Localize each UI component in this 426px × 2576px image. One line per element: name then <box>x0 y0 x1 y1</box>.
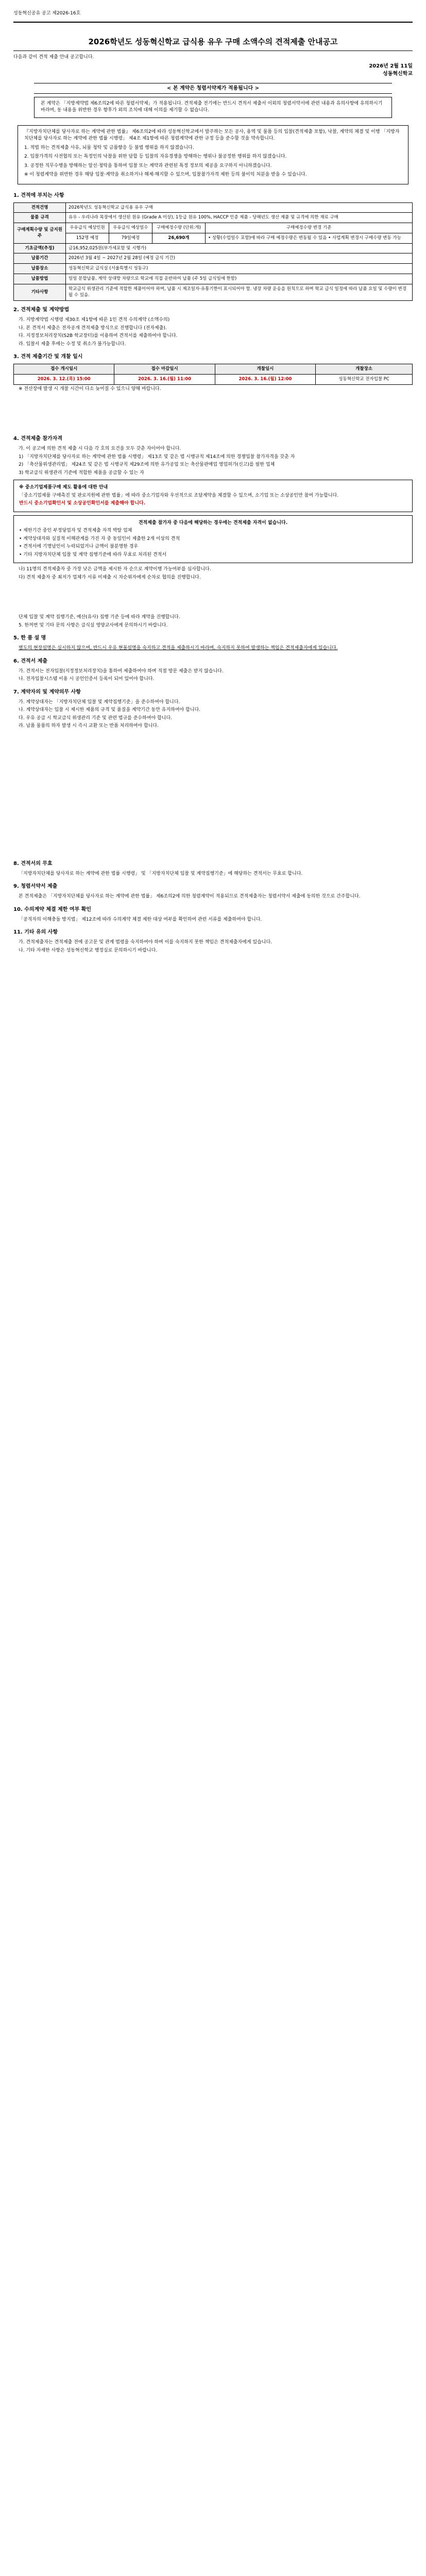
quantity-label: 구매계획수량 및 금지원주 <box>14 223 66 244</box>
method-value: 일일 분할납품, 계약 상대방 차량으로 학교에 직접 운반하여 납품 (주 5일 급식일에 한함) <box>66 274 413 284</box>
section-10-text: 「공직자의 이해충돌 방지법」 제12조에 따라 수의계약 체결 제한 대상 여부를 확인하여 관련 서류를 제출하여야 합니다. <box>19 917 262 922</box>
section-2-line: 다. 지정정보처리장치(S2B 학교장터)를 이용하여 견적서를 제출하여야 합니다. <box>19 333 178 338</box>
section-6-title: 6. 견적서 제출 <box>13 658 48 664</box>
schedule-cell: 2026. 3. 12.(목) 15:00 <box>14 374 114 384</box>
section-2-line: 라. 입찰서 제출 후에는 수정 및 취소가 불가능합니다. <box>19 341 126 347</box>
section-4-title: 4. 견적제출 참가자격 <box>13 436 62 442</box>
section-2-line: 나. 본 견적서 제출은 전자공개 견적제출 방식으로 진행합니다 (전자제출). <box>19 325 167 331</box>
spec-label: 물품 규격 <box>14 213 66 223</box>
section-4-extra-line: 다) 견적 제출자 중 최저가 업체가 서류 미제출 시 차순위자에게 순차로 협의를 진행합니다. <box>19 574 201 580</box>
section-7-line: 라. 납품 물품의 하자 발생 시 즉시 교환 또는 반품 처리하여야 합니다. <box>19 723 159 728</box>
schedule-cell: 2026. 3. 16.(월) 11:00 <box>114 374 215 384</box>
integrity-guide-box <box>18 125 408 184</box>
header-divider <box>13 22 413 23</box>
section-5-body <box>13 645 413 652</box>
period-label: 납품기간 <box>14 253 66 264</box>
mid-text-line: 단체 입찰 및 계약 집행기준, 예산(유사) 집행 기준 등에 따라 계약을 진행합니다. <box>19 615 180 620</box>
section-4-line: 가. 이 공고에 의한 견적 제출 시 다음 각 호의 요건을 모두 갖춘 자이어야 합니다. <box>19 446 181 451</box>
spacer <box>13 731 413 855</box>
caution-heading: < 본 계약은 청렴서약제가 적용됩니다 > <box>34 83 392 94</box>
sme-box-line: 「중소기업제품 구매촉진 및 판로지원에 관한 법률」에 따라 중소기업자와 우선적으로 조달계약을 체결할 수 있으며, 소기업 또는 소상공인만 참여 가능합니다. <box>19 493 339 498</box>
caution-box: 본 계약은 「지방계약법 제6조의2에 따른 청렴서약제」가 적용됩니다. 견적제출 전기에는 반드시 견적서 제출서 이외의 청렴서약서에 관련 내용과 유의사항에 유의하시기 바라며, 동 내용을 위반한 경우 향후가 외의 조치에 대해 이의를 제기할 수 없습니다. <box>34 97 392 118</box>
section-9-text: 본 견적제출은 「지방자치단체를 당사자로 하는 계약에 관한 법률」 제6조의2에 의한 청렴계약이 적용되므로 견적제출자는 청렴서약서 제출에 동의한 것으로 간주합니다. <box>19 894 361 899</box>
project-label: 견적건명 <box>14 202 66 213</box>
schedule-note: ※ 전산장애 발생 시 개찰 시간이 다소 늦어질 수 있으니 양해 바랍니다. <box>19 386 161 392</box>
section-1-title: 1. 견적에 부치는 사항 <box>13 192 64 198</box>
section-7-line: 나. 계약상대자는 입찰 시 제시한 제품의 규격 및 품질을 계약기간 동안 유지하여야 합니다. <box>19 707 201 713</box>
section-5-text: 별도의 현장설명은 실시하지 않으며, 반드시 우유 현물설명을 숙지하고 견적을 제출하시기 바라며, 숙지하지 못하여 발생하는 책임은 견적제출자에게 있습니다. <box>19 646 338 651</box>
section-7-title: 7. 계약자의 및 계약의무 사항 <box>13 689 81 695</box>
section-8-body <box>13 871 413 878</box>
section-4-line: 3) 학교급식 위생관리 기준에 적합한 제품을 공급할 수 있는 자 <box>19 470 144 476</box>
section-10-title: 10. 수의계약 체결 제한 여부 확인 <box>13 906 92 912</box>
quantity-cell: • 상황(수업일수 포함)에 따라 구매 예정수량은 변동될 수 있음 • 사업계획 변경시 구매수량 변동 가능 <box>206 233 413 243</box>
section-2-line: 가. 지방계약법 시행령 제30조 제1항에 따른 1인 견적 수의계약 (소액수의) <box>19 317 170 323</box>
quantity-cell: 152명 예정 <box>66 233 109 243</box>
guide-item: 1. 적법 하는 견적제출 사유, 뇌물 청탁 및 금품향응 등 불법 행위를 하지 않겠습니다. <box>24 145 194 150</box>
spacer <box>13 582 413 613</box>
sme-box-line: 반드시 중소기업확인서 및 소상공인확인서를 제출해야 합니다. <box>19 501 146 506</box>
quantity-cell: 79일예정 <box>109 233 152 243</box>
quantity-col-header: 우유급식 예상인원 <box>66 223 109 233</box>
section-6-body <box>13 668 413 683</box>
schedule-col-header: 개찰일시 <box>215 364 315 375</box>
disqualification-line: • 제한기간 중인 부정당업자 및 견적제출 자격 박탈 업체 <box>19 528 132 533</box>
method-label: 납품방법 <box>14 274 66 284</box>
section-8-text: 「지방자치단체를 당사자로 하는 계약에 관한 법률 시행령」 및 「지방자치단체 입찰 및 계약집행기준」에 해당하는 견적서는 무효로 합니다. <box>19 871 303 876</box>
section-7-line: 가. 계약상대자는 「지방자치단체 입찰 및 계약집행기준」을 준수하여야 합니다. <box>19 699 180 705</box>
section-4-extra <box>13 566 413 581</box>
guide-item: 2. 입찰가격의 사전협의 또는 특정인의 낙찰을 위한 담합 등 입찰의 자유경쟁을 방해하는 행위나 불공정한 행위를 하지 않겠습니다. <box>24 154 287 159</box>
notice-number: 성동혁신공유 공고 제2026-16호 <box>13 11 81 16</box>
section-11-line: 가. 견적제출자는 견적제출 전에 공고문 및 관계 법령을 숙지하여야 하며 이를 숙지하지 못한 책임은 견적제출자에게 있습니다. <box>19 940 272 945</box>
disqualification-box <box>13 515 413 564</box>
disqualification-line: • 계약상대자와 실질적 이해관계를 가진 자 중 동일인이 제출한 2개 이상의 견적 <box>19 536 180 541</box>
section-4-line: 1) 「지방자치단체를 당사자로 하는 계약에 관한 법률 시행령」 제13조 및 같은 법 시행규칙 제14조에 의한 경쟁입찰 참가자격을 갖춘 자 <box>19 454 295 460</box>
section-6-line: 나. 전자입찰시스템 이용 시 공인인증서 등록이 되어 있어야 합니다. <box>19 676 155 682</box>
section-11-line: 나. 기타 자세한 사항은 성동혁신학교 행정실로 문의하시기 바랍니다. <box>19 947 158 953</box>
bid-info-table <box>13 202 413 301</box>
period-value: 2026년 3월 4일 ~ 2027년 2월 28일 (예정 급식 기간) <box>66 253 413 264</box>
guide-item: 3. 공정한 직무수행을 방해하는 알선·청탁을 통하여 입찰 또는 계약과 관련된 특정 정보의 제공을 요구하지 아니하겠습니다. <box>24 163 272 168</box>
section-8-title: 8. 견적서의 무효 <box>13 860 53 867</box>
issuer-name: 성동혁신학교 <box>383 71 413 77</box>
quantity-cell: 26,690개 <box>152 233 205 243</box>
section-3-title: 3. 견적 제출기간 및 개찰 일시 <box>13 354 83 360</box>
misc-label: 기타사항 <box>14 284 66 301</box>
page-title: 2026학년도 성동혁신학교 급식용 유우 구매 소액수의 견적제출 안내공고 <box>88 37 338 46</box>
section-9-body <box>13 893 413 901</box>
schedule-col-header: 개찰장소 <box>316 364 413 375</box>
section-7-body <box>13 699 413 730</box>
section-7-line: 다. 우유 공급 시 학교급식 위생관리 기준 및 관련 법규를 준수하여야 합니다. <box>19 715 173 721</box>
spec-value: 유우 - 우리나라 목장에서 생산된 원유 (Grade A 이상), 1등급 원유 100%, HACCP 인증 제품 - 당해년도 생산 제품 및 규격에 의한 재료 구매 <box>66 213 413 223</box>
intro-text: 다음과 같이 견적 제출 안내 공고합니다. <box>13 55 94 60</box>
disqualification-heading: 견적제출 참가자 중 다음에 해당하는 경우에는 견적제출 자격이 없습니다. <box>138 520 288 526</box>
disqualification-line: • 견적서에 기명날인이 누락되었거나 금액이 불분명한 경우 <box>19 544 139 549</box>
mid-text-block <box>13 614 413 629</box>
section-11-body <box>13 939 413 954</box>
price-value: 금16,952,025원(부가세포함 및 시행가) <box>66 243 413 253</box>
guide-paragraph: 『지방자치단체를 당사자로 하는 계약에 관한 법률』 제6조의2에 따라 성동혁신학교에서 발주하는 모든 공사, 용역 및 물품 등의 입찰(견적제출 포함), 낙찰, 계약의 체결 및 이행 「지방자치단체를 당사자로 하는 계약에 관한 법률 시행령」 제4조 제1항에 따른 청렴계약에 관한 규정 등을 준수할 것을 약속합니다. <box>24 129 400 141</box>
issue-info <box>13 62 413 78</box>
section-11-title: 11. 기타 유의 사항 <box>13 929 58 935</box>
schedule-note-block <box>13 386 413 393</box>
schedule-table <box>13 364 413 385</box>
location-value: 성동혁신학교 급식실 (서울특별시 성동구) <box>66 264 413 274</box>
disqualification-line: • 기타 지방자치단체 입찰 및 계약 집행기준에 따라 무효로 처리된 견적서 <box>19 552 167 557</box>
section-10-body <box>13 917 413 924</box>
schedule-col-header: 접수 개시일시 <box>14 364 114 375</box>
schedule-cell: 2026. 3. 16.(월) 12:00 <box>215 374 315 384</box>
section-2-title: 2. 견적제출 및 계약방법 <box>13 307 70 313</box>
title-divider <box>13 50 413 51</box>
sme-box <box>13 480 413 512</box>
schedule-cell: 성동혁신학교 전자입찰 PC <box>316 374 413 384</box>
section-9-title: 9. 청렴서약서 제출 <box>13 884 58 889</box>
price-label: 기초금액(추정) <box>14 243 66 253</box>
quantity-col-header: 구매예정수량 (단위:개) <box>152 223 205 233</box>
schedule-col-header: 접수 마감일시 <box>114 364 215 375</box>
section-4-extra-line: 나) 11명의 견적제출자 중 가장 낮은 금액을 제시한 자 순으로 계약이행 가능여부를 심사합니다. <box>19 567 211 572</box>
spacer <box>13 394 413 430</box>
sme-box-title: ※ 중소기업제품구매 제도 활용에 대한 안내 <box>19 485 108 490</box>
location-label: 납품장소 <box>14 264 66 274</box>
guide-note: ※ 이 청렴계약을 위반한 경우 해당 입찰·계약을 취소하거나 해제·해지할 수 있으며, 입찰참가자격 제한 등의 불이익 처분을 받을 수 있습니다. <box>24 172 307 177</box>
issue-date: 2026년 2월 11일 <box>369 63 413 69</box>
quantity-col-header: 우유급식 예상일수 <box>109 223 152 233</box>
section-4-line: 2) 「축산물위생관리법」 제24조 및 같은 법 시행규칙 제29조에 의한 유가공업 또는 축산물판매업 영업허가(신고)를 필한 업체 <box>19 462 275 467</box>
quantity-col-header: 구매예정수량 변경 기준 <box>206 223 413 233</box>
section-5-title: 5. 한 품 설 명 <box>13 635 46 641</box>
section-2-body <box>13 317 413 348</box>
section-6-line: 가. 견적서는 전자입찰(지정정보처리장치)을 통하여 제출하여야 하며 직접 방문 제출은 받지 않습니다. <box>19 668 224 674</box>
misc-value: 학교급식 위생관리 기준에 적합한 제품이어야 하며, 납품 시 제조일자·유통기한이 표시되어야 함. 냉장 차량 운송을 원칙으로 하며 학교 급식 일정에 따라 납품 요일 및 수량이 변경될 수 있음. <box>66 284 413 301</box>
section-4-body <box>13 446 413 477</box>
mid-text-line: 5. 한꺼번 및 기타 문의 사항은 급식실 영양교사에게 문의하시기 바랍니다. <box>19 622 168 628</box>
project-value: 2026학년도 성동혁신학교 급식용 유우 구매 <box>66 202 413 213</box>
